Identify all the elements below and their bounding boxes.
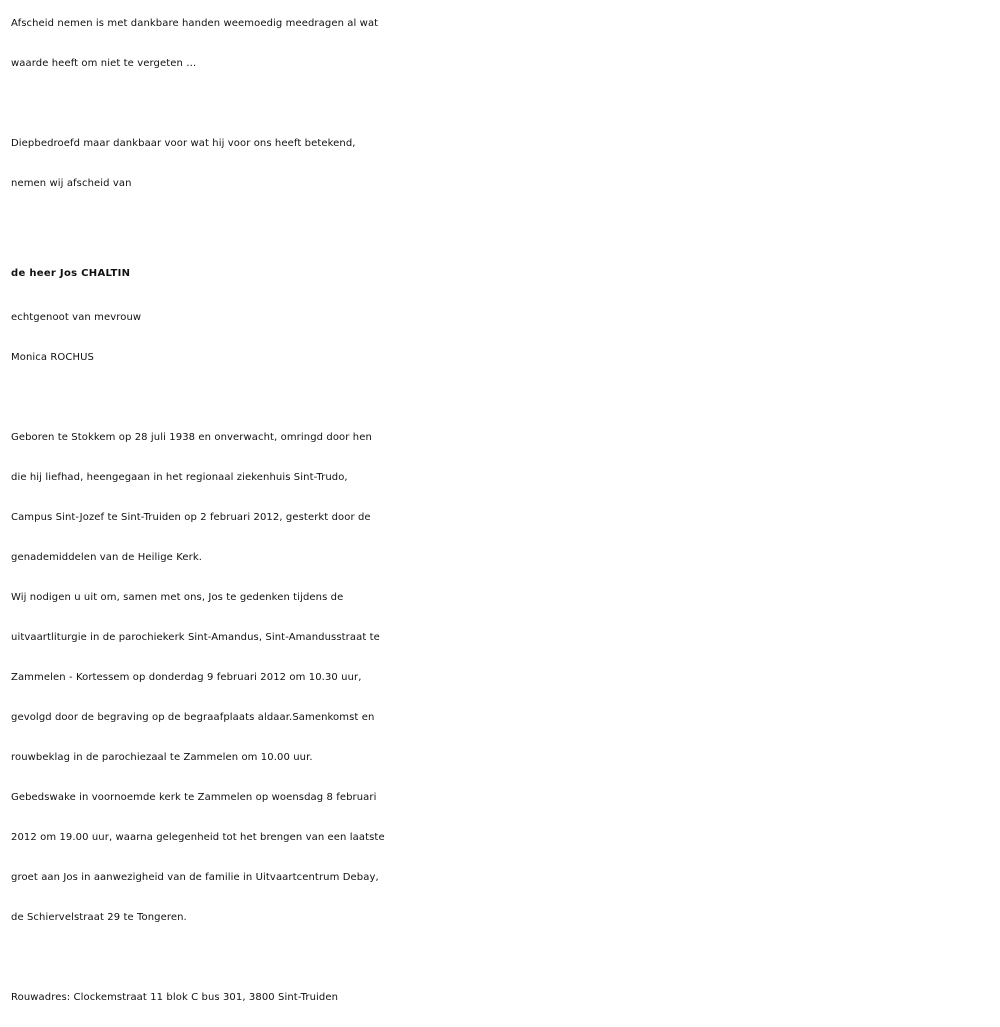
body-line: Geboren te Stokkem op 28 juli 1938 en onverwacht, omringd door hen — [11, 432, 372, 443]
body-line: rouwbeklag in de parochiezaal te Zammelen om 10.00 uur. — [11, 752, 313, 763]
obituary-notice — [11, 0, 991, 1018]
announcement — [11, 124, 991, 204]
body-line: Campus Sint-Jozef te Sint-Truiden op 2 februari 2012, gesterkt door de — [11, 512, 371, 523]
body-line: genademiddelen van de Heilige Kerk. — [11, 552, 202, 563]
spouse-line: Monica ROCHUS — [11, 352, 94, 363]
body-line: de Schiervelstraat 29 te Tongeren. — [11, 912, 187, 923]
announcement-line: Diepbedroefd maar dankbaar voor wat hij voor ons heeft betekend, — [11, 138, 356, 149]
body-line: uitvaartliturgie in de parochiekerk Sint-Amandus, Sint-Amandusstraat te — [11, 632, 380, 643]
intro-quote — [11, 0, 991, 84]
intro-line: waarde heeft om niet te vergeten … — [11, 58, 197, 69]
body-line: Zammelen - Kortessem op donderdag 9 februari 2012 om 10.30 uur, — [11, 672, 362, 683]
deceased-block — [11, 250, 991, 378]
spacer — [11, 204, 991, 250]
address-line: Rouwadres: Clockemstraat 11 blok C bus 301, 3800 Sint-Truiden — [11, 992, 339, 1003]
deceased-name: de heer Jos CHALTIN — [11, 268, 131, 279]
body-line: gevolgd door de begraving op de begraafplaats aldaar.Samenkomst en — [11, 712, 375, 723]
body-line: groet aan Jos in aanwezigheid van de familie in Uitvaartcentrum Debay, — [11, 872, 379, 883]
body-line: die hij liefhad, heengegaan in het regionaal ziekenhuis Sint-Trudo, — [11, 472, 348, 483]
mourning-address — [11, 978, 991, 1018]
spacer — [11, 378, 991, 418]
body-line: Gebedswake in voornoemde kerk te Zammelen op woensdag 8 februari — [11, 792, 377, 803]
spacer — [11, 84, 991, 124]
spouse-line: echtgenoot van mevrouw — [11, 312, 142, 323]
announcement-line: nemen wij afscheid van — [11, 178, 132, 189]
spacer — [11, 938, 991, 978]
body-text — [11, 418, 991, 938]
body-line: 2012 om 19.00 uur, waarna gelegenheid tot het brengen van een laatste — [11, 832, 385, 843]
intro-line: Afscheid nemen is met dankbare handen weemoedig meedragen al wat — [11, 18, 379, 29]
body-line: Wij nodigen u uit om, samen met ons, Jos te gedenken tijdens de — [11, 592, 344, 603]
